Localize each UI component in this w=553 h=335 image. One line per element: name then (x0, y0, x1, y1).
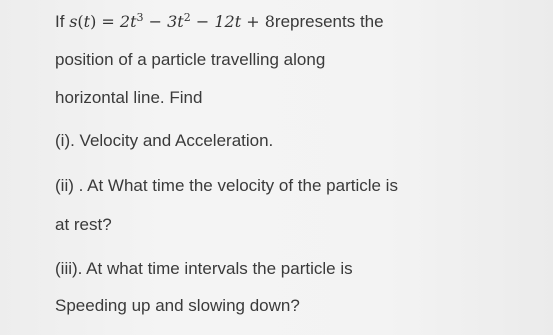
problem-line-3: horizontal line. Find (55, 88, 203, 107)
problem-line-2: position of a particle travelling along (55, 50, 326, 69)
question-1: (i). Velocity and Acceleration. (55, 131, 274, 150)
question-2-line-2: at rest? (55, 215, 112, 234)
position-equation: $s(t) = 2t^3 - 3t^2 - 12t + 8$ (69, 11, 275, 31)
intro-line (55, 12, 384, 32)
question-2-line-1: (ii) . At What time the velocity of the particle is (55, 176, 398, 195)
intro-suffix: represents the (274, 12, 384, 31)
question-3-line-2: Speeding up and slowing down? (55, 296, 300, 315)
question-3-line-1: (iii). At what time intervals the particle is (55, 259, 353, 278)
intro-prefix: If (55, 12, 65, 31)
